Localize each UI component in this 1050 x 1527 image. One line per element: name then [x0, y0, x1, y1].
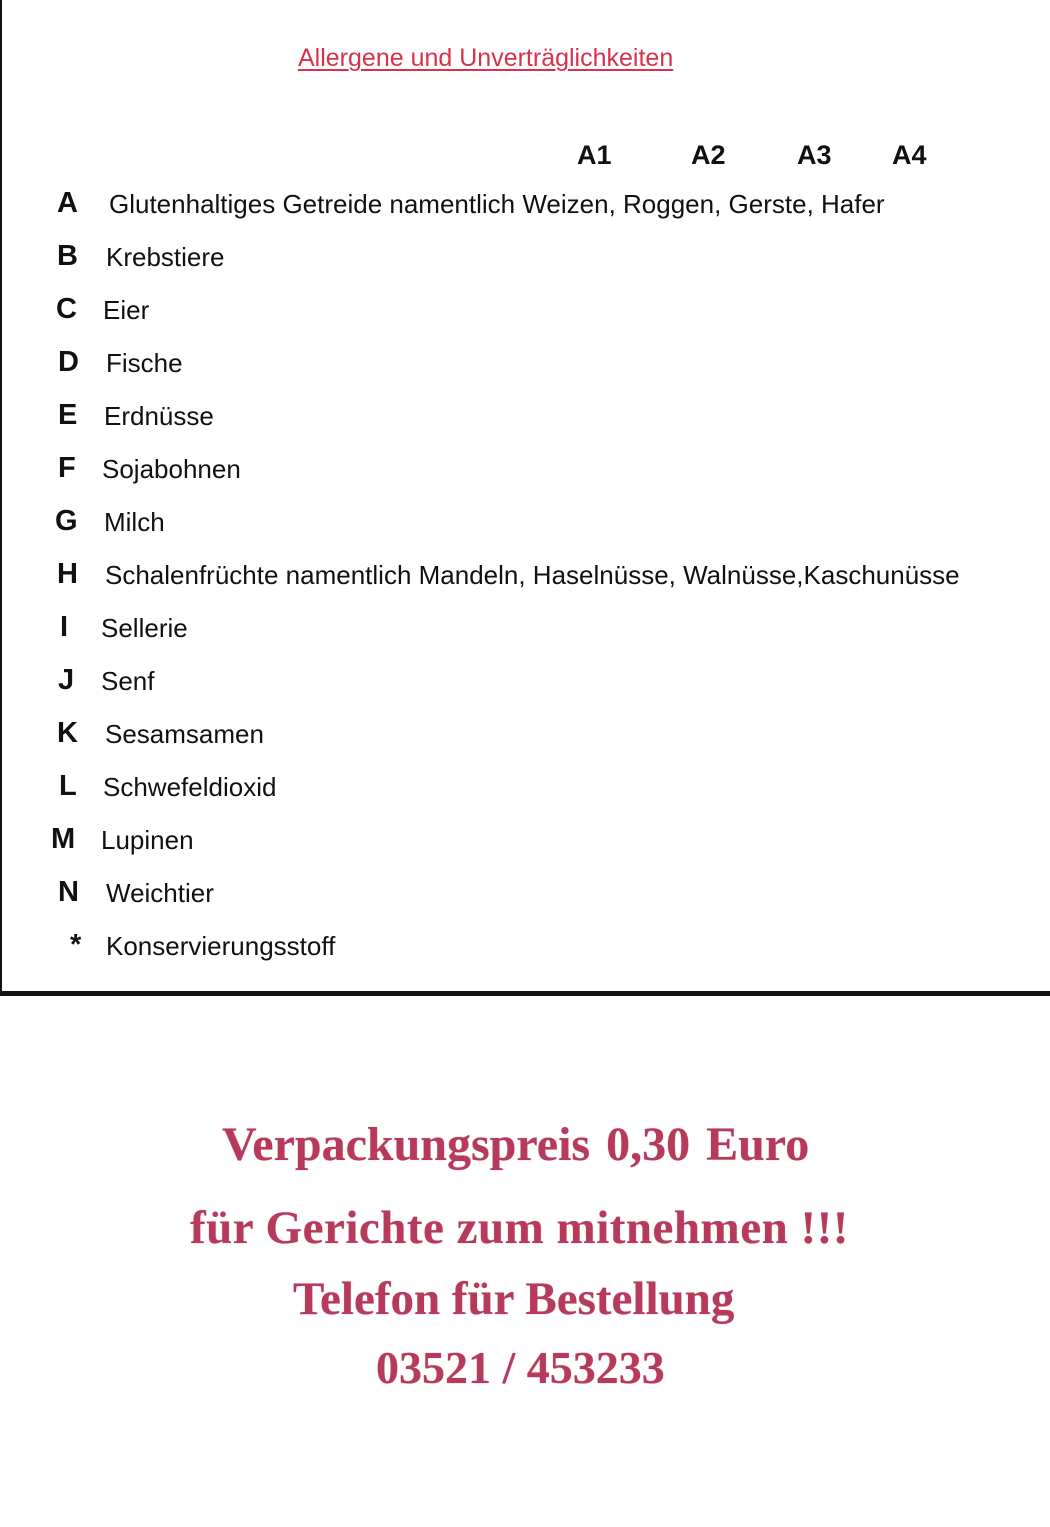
allergen-label: Milch	[104, 507, 165, 537]
allergen-letter: G	[55, 505, 78, 537]
column-header-a1: A1	[577, 140, 612, 170]
allergen-label: Krebstiere	[106, 242, 225, 272]
allergen-letter: N	[58, 876, 79, 908]
allergen-label: Weichtier	[106, 878, 214, 908]
allergen-letter: C	[56, 293, 77, 325]
allergen-label: Senf	[101, 666, 155, 696]
order-phone-label: Telefon für Bestellung	[293, 1273, 735, 1325]
allergen-label: Eier	[103, 295, 150, 325]
allergen-label: Sesamsamen	[105, 719, 264, 749]
allergen-label: Fische	[106, 348, 183, 378]
takeaway-note-text: für Gerichte zum mitnehmen !!!	[190, 1202, 849, 1254]
packaging-price-text: Verpackungspreis 0,30 Euro	[222, 1118, 810, 1171]
allergen-letter: E	[58, 399, 78, 431]
allergen-label: Glutenhaltiges Getreide namentlich Weizen, Roggen, Gerste, Hafer	[109, 189, 885, 219]
allergen-letter: D	[58, 346, 79, 378]
allergen-label: Konservierungsstoff	[106, 931, 336, 961]
allergen-letter: K	[57, 717, 78, 749]
allergen-letter: J	[58, 664, 75, 696]
allergen-letter: M	[51, 823, 76, 855]
column-header-a4: A4	[892, 140, 927, 170]
allergen-letter: H	[57, 558, 78, 590]
allergen-label: Sojabohnen	[102, 454, 241, 484]
allergen-label: Schwefeldioxid	[103, 772, 277, 802]
allergen-letter: F	[58, 452, 76, 484]
allergen-label: Schalenfrüchte namentlich Mandeln, Haselnüsse, Walnüsse,Kaschunüsse	[105, 560, 960, 590]
allergen-title: Allergene und Unverträglichkeiten	[298, 44, 674, 72]
allergen-label: Erdnüsse	[104, 401, 214, 431]
column-header-a3: A3	[797, 140, 832, 170]
allergen-letter: A	[57, 187, 78, 219]
allergen-letter: B	[57, 240, 78, 272]
allergen-letter: I	[60, 611, 69, 643]
order-phone-number: 03521 / 453233	[376, 1342, 665, 1393]
allergen-label: Sellerie	[101, 613, 188, 643]
allergen-label: Lupinen	[101, 825, 194, 855]
allergen-letter: *	[70, 929, 82, 961]
column-header-a2: A2	[691, 140, 726, 170]
allergen-letter: L	[59, 770, 77, 802]
